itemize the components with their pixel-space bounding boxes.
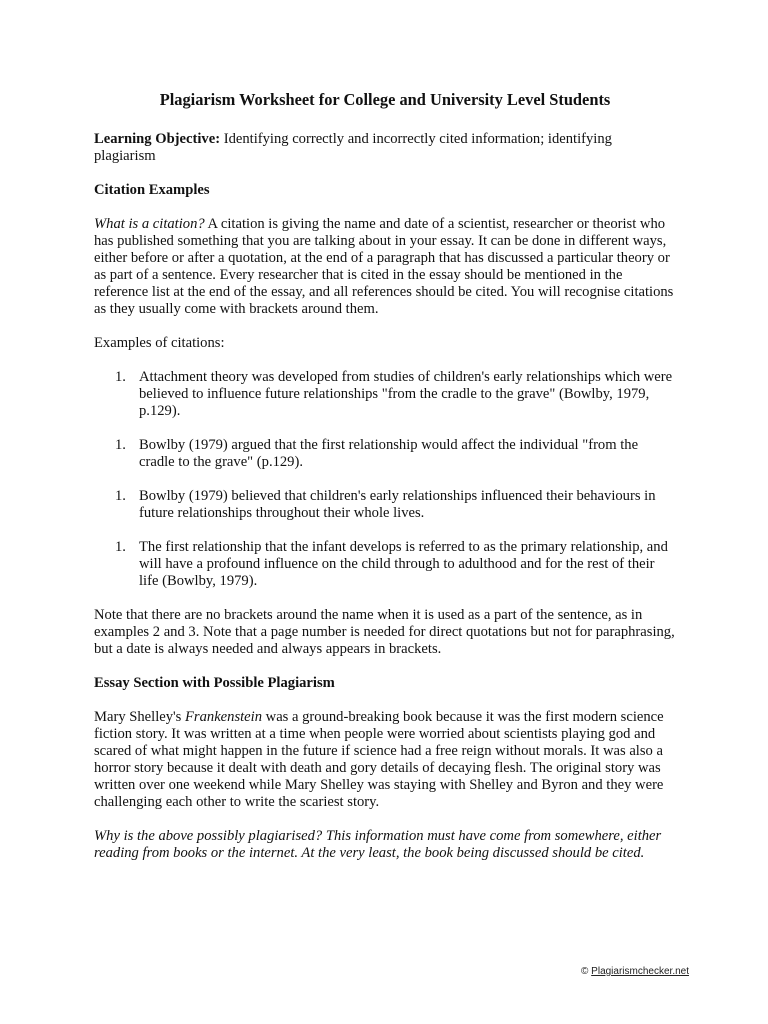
examples-label: Examples of citations: [94, 335, 225, 351]
citation-note: Note that there are no brackets around the name when it is used as a part of the sentence, as in examples 2 and 3. Note that a page number is needed for direct quotations but not for paraphrasing, but a date is always needed and always appears in brackets. [94, 607, 675, 657]
page-title: Plagiarism Worksheet for College and University Level Students [159, 90, 611, 109]
list-item [94, 437, 676, 471]
list-item [94, 488, 676, 522]
list-number: 1. [115, 539, 126, 555]
citation-examples-list [94, 369, 676, 590]
citation-examples-heading: Citation Examples [94, 182, 210, 198]
footer-credit [581, 966, 689, 977]
citation-question: What is a citation? [94, 216, 205, 232]
copyright-symbol: © [581, 966, 589, 977]
list-number: 1. [115, 369, 126, 385]
list-item [94, 539, 676, 590]
essay-paragraph [94, 709, 676, 811]
learning-objective [94, 131, 676, 165]
list-item-text: Attachment theory was developed from studies of children's early relationships which were believed to influence future relationships "from the cradle to the grave" (Bowlby, 1979, p.129). [139, 369, 673, 419]
worksheet-page [94, 84, 676, 879]
citation-definition-text: A citation is giving the name and date of a scientist, researcher or theorist who has published something that you are talking about in your essay. It can be done in different ways, either before or after a quotation, at the end of a paragraph that has discussed a particular theory or as part of a sentence. Every researcher that is cited in the essay should be mentioned in the reference list at the end of the essay, and all references should be cited. You will recognise citations as they usually come with brackets around them. [94, 216, 674, 317]
objective-text: Identifying correctly and incorrectly cited information; identifying plagiarism [94, 131, 612, 164]
list-item-text: Bowlby (1979) argued that the first relationship would affect the individual "from the cradle to the grave" (p.129). [139, 437, 639, 470]
essay-text-rest: was a ground-breaking book because it was the first modern science fiction story. It was written at a time when people were worried about scientists playing god and scared of what might happen in the future if science had a free reign without morals. It was also a horror story because it dealt with death and gory details of decaying flesh. The original story was written over one weekend while Mary Shelley was staying with Shelley and Byron and they were challenging each other to write the scariest story. [94, 709, 664, 810]
list-number: 1. [115, 437, 126, 453]
list-item [94, 369, 676, 420]
essay-section-heading: Essay Section with Possible Plagiarism [94, 675, 335, 691]
book-title: Frankenstein [185, 709, 263, 725]
objective-label: Learning Objective: [94, 131, 221, 147]
list-item-text: Bowlby (1979) believed that children's early relationships influenced their behaviours in future relationships throughout their whole lives. [139, 488, 656, 521]
essay-text-start: Mary Shelley's [94, 709, 185, 725]
site-link[interactable]: Plagiarismchecker.net [591, 966, 689, 977]
plagiarism-question: Why is the above possibly plagiarised? This information must have come from somewhere, either reading from books or the internet. At the very least, the book being discussed should be cited. [94, 828, 662, 861]
list-number: 1. [115, 488, 126, 504]
list-item-text: The first relationship that the infant develops is referred to as the primary relationship, and will have a profound influence on the child through to adulthood and for the rest of their life (Bowlby, 1979). [139, 539, 668, 589]
citation-definition [94, 216, 676, 318]
